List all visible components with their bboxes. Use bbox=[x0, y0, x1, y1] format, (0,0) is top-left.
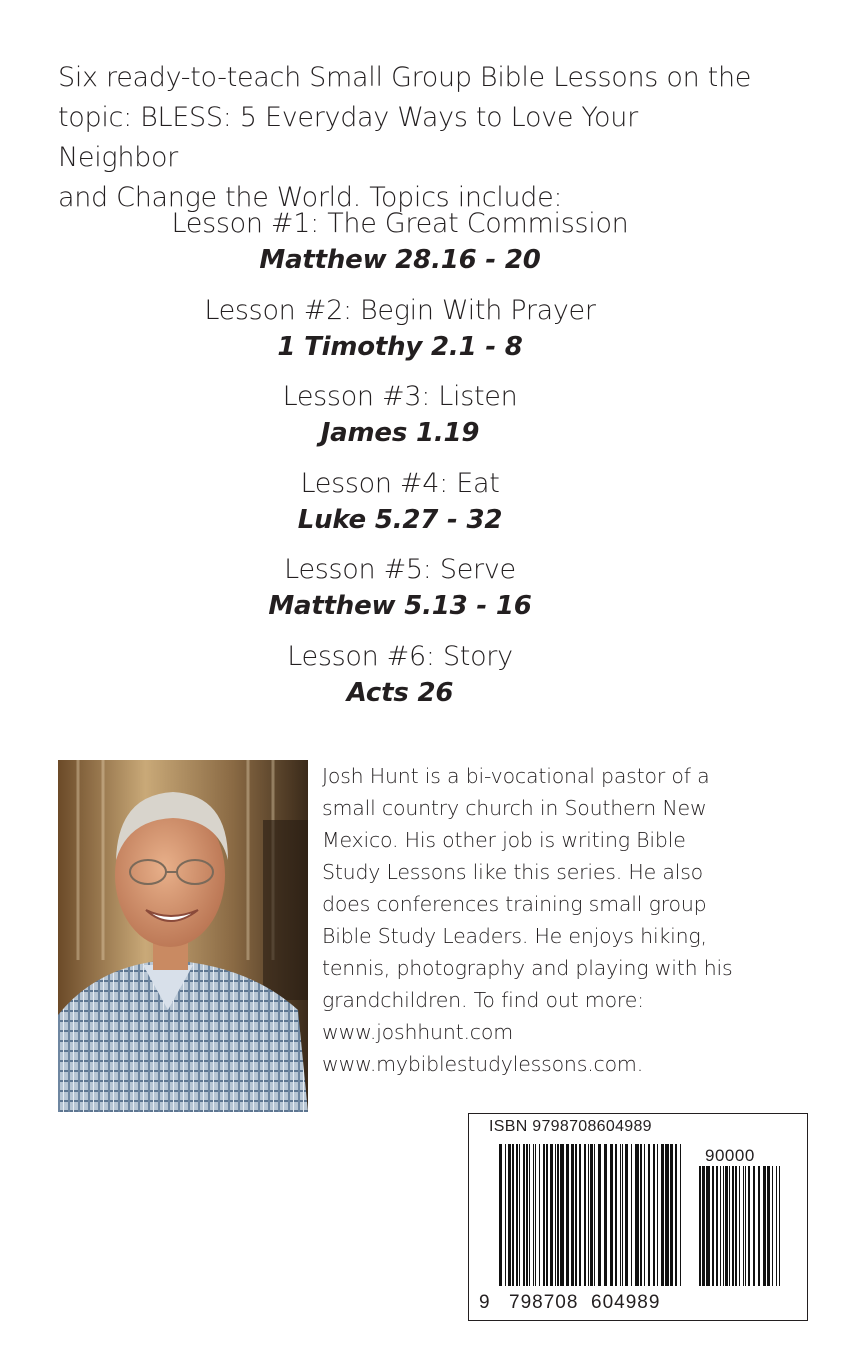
intro-line: topic: BLESS: 5 Everyday Ways to Love Your Neighbor bbox=[58, 102, 638, 173]
barcode-bar bbox=[767, 1166, 770, 1286]
barcode-bar bbox=[557, 1144, 559, 1286]
barcode-bar bbox=[588, 1144, 589, 1286]
isbn-barcode bbox=[468, 1113, 808, 1321]
barcode-bar bbox=[725, 1166, 728, 1286]
barcode-bar bbox=[745, 1166, 746, 1286]
intro-paragraph bbox=[58, 58, 758, 218]
lesson-reference: Acts 26 bbox=[346, 677, 454, 708]
lesson-item bbox=[0, 292, 800, 379]
barcode-bar bbox=[735, 1166, 737, 1286]
barcode-bar bbox=[620, 1144, 621, 1286]
barcode-bar bbox=[560, 1144, 564, 1286]
lesson-title: Lesson #1: The Great Commission bbox=[171, 208, 629, 239]
barcode-bar bbox=[571, 1144, 574, 1286]
addon-code: 90000 bbox=[705, 1146, 755, 1165]
lesson-item bbox=[0, 378, 800, 465]
barcode-bar bbox=[779, 1166, 780, 1286]
barcode-bar bbox=[743, 1166, 744, 1286]
barcode-bar bbox=[533, 1144, 534, 1286]
barcode-bar bbox=[732, 1166, 734, 1286]
lesson-reference: Matthew 28.16 - 20 bbox=[259, 245, 541, 275]
barcode-bar bbox=[716, 1166, 718, 1286]
barcode-bar bbox=[723, 1166, 724, 1286]
author-bio bbox=[322, 760, 792, 1080]
lesson-reference: Matthew 5.13 - 16 bbox=[268, 591, 532, 621]
bio-line: small country church in Southern New bbox=[322, 796, 707, 820]
barcode-bar bbox=[758, 1166, 760, 1286]
isbn-label: ISBN 9798708604989 bbox=[489, 1118, 652, 1135]
website-link[interactable]: www.mybiblestudylessons.com. bbox=[322, 1052, 644, 1076]
barcode-bar bbox=[594, 1144, 595, 1286]
barcode-bar bbox=[615, 1144, 617, 1286]
bio-line: Josh Hunt is a bi-vocational pastor of a bbox=[322, 764, 710, 788]
barcode-bar bbox=[519, 1144, 520, 1286]
barcode-bar bbox=[675, 1144, 677, 1286]
lesson-item bbox=[0, 551, 800, 638]
barcode-bar bbox=[661, 1144, 664, 1286]
barcode-bar bbox=[680, 1144, 681, 1286]
author-photo bbox=[58, 760, 308, 1112]
barcode-bar bbox=[508, 1144, 511, 1286]
barcode-bar bbox=[712, 1166, 714, 1286]
barcode-bar bbox=[772, 1166, 773, 1286]
barcode-bar bbox=[575, 1144, 577, 1286]
barcode-bar bbox=[763, 1166, 766, 1286]
lesson-item bbox=[0, 465, 800, 552]
barcode-bar bbox=[753, 1166, 755, 1286]
barcode-bar bbox=[604, 1144, 607, 1286]
lesson-title: Lesson #2: Begin With Prayer bbox=[204, 294, 596, 326]
barcode-bar bbox=[529, 1144, 530, 1286]
lesson-item bbox=[0, 638, 800, 725]
barcode-bar bbox=[535, 1144, 536, 1286]
barcode-bar bbox=[598, 1144, 601, 1286]
barcode-bar bbox=[622, 1144, 623, 1286]
lesson-list bbox=[0, 205, 800, 724]
barcode-bar bbox=[665, 1144, 669, 1286]
intro-line: Six ready-to-teach Small Group Bible Lessons on the bbox=[58, 62, 752, 93]
barcode-bar bbox=[748, 1166, 750, 1286]
barcode-bar bbox=[644, 1144, 645, 1286]
barcode-bar bbox=[657, 1144, 658, 1286]
lesson-title: Lesson #6: Story bbox=[287, 640, 513, 672]
barcode-bar bbox=[526, 1144, 528, 1286]
barcode-bar bbox=[739, 1166, 740, 1286]
barcode-bar bbox=[699, 1166, 701, 1286]
barcode-bar bbox=[720, 1166, 721, 1286]
intro-line: and Change the World. Topics include: bbox=[58, 182, 563, 213]
barcode-bar bbox=[546, 1144, 548, 1286]
barcode-bar bbox=[555, 1144, 556, 1286]
lesson-reference: 1 Timothy 2.1 - 8 bbox=[277, 331, 523, 362]
barcode-bar bbox=[670, 1144, 673, 1286]
barcode-bar bbox=[579, 1144, 581, 1286]
website-link[interactable]: www.joshhunt.com bbox=[322, 1020, 513, 1044]
barcode-bar bbox=[539, 1144, 540, 1286]
barcode-bar bbox=[702, 1166, 705, 1286]
barcode-digit-group-left: 798708 bbox=[509, 1292, 579, 1313]
barcode-bar bbox=[729, 1166, 730, 1286]
bio-line: Mexico. His other job is writing Bible bbox=[322, 828, 686, 852]
barcode-bar bbox=[631, 1144, 632, 1286]
barcode-bar bbox=[543, 1144, 545, 1286]
barcode-bar bbox=[635, 1144, 639, 1286]
barcode-bar bbox=[640, 1144, 642, 1286]
barcode-bar bbox=[706, 1166, 710, 1286]
barcode-bar bbox=[648, 1144, 650, 1286]
barcode-digit-group-right: 604989 bbox=[591, 1292, 661, 1313]
bio-line: Study Lessons like this series. He also bbox=[322, 860, 704, 884]
bio-line: tennis, photography and playing with his bbox=[322, 956, 733, 980]
barcode-bar bbox=[499, 1144, 502, 1286]
lesson-reference: James 1.19 bbox=[320, 418, 480, 448]
barcode-bar bbox=[523, 1144, 525, 1286]
barcode-bar bbox=[590, 1144, 593, 1286]
barcode-bar bbox=[584, 1144, 586, 1286]
bio-line: does conferences training small group bbox=[322, 892, 707, 916]
barcode-bar bbox=[625, 1144, 628, 1286]
lesson-title: Lesson #3: Listen bbox=[282, 381, 518, 412]
barcode-bar bbox=[653, 1144, 655, 1286]
bio-line: grandchildren. To find out more: bbox=[322, 988, 644, 1012]
lesson-title: Lesson #5: Serve bbox=[284, 554, 516, 585]
barcode-bar bbox=[512, 1144, 514, 1286]
lesson-reference: Luke 5.27 - 32 bbox=[297, 504, 503, 535]
lesson-item bbox=[0, 205, 800, 292]
barcode-bar bbox=[610, 1144, 613, 1286]
barcode-bar bbox=[776, 1166, 777, 1286]
barcode-bar bbox=[505, 1144, 506, 1286]
barcode-bar bbox=[550, 1144, 553, 1286]
barcode-digit-first: 9 bbox=[479, 1292, 491, 1313]
barcode-bar bbox=[566, 1144, 569, 1286]
lesson-title: Lesson #4: Eat bbox=[300, 467, 500, 499]
barcode-bars bbox=[469, 1114, 807, 1320]
barcode-bar bbox=[516, 1144, 518, 1286]
bio-line: Bible Study Leaders. He enjoys hiking, bbox=[322, 924, 707, 948]
